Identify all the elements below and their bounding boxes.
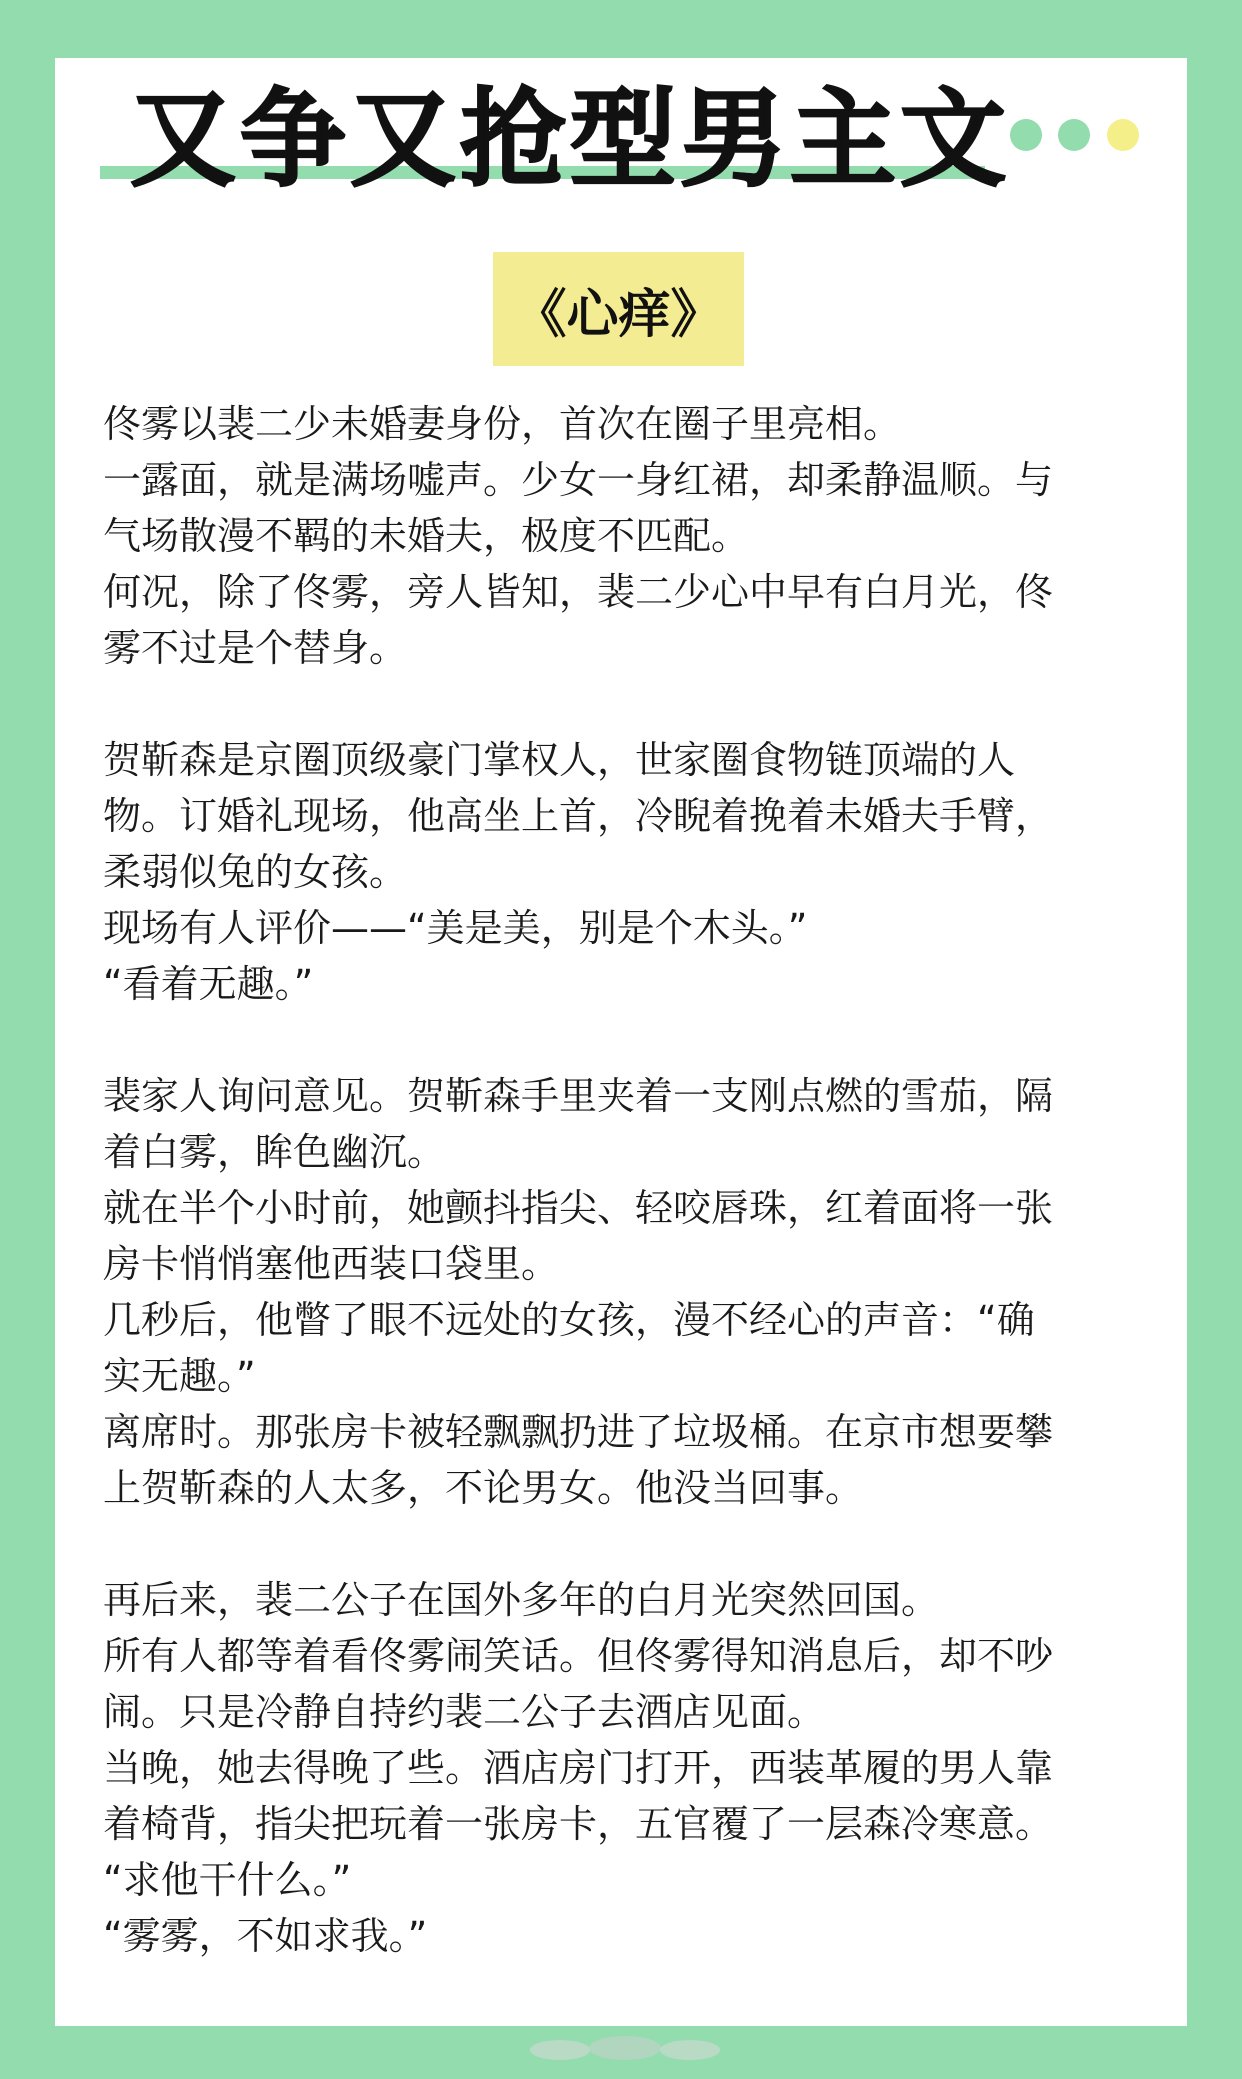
watermark-smudge [520,2028,730,2068]
paragraph [103,396,1138,676]
page-title: 又争又抢型男主文 [130,78,1010,201]
text-line: 物。订婚礼现场，他高坐上首，冷睨着挽着未婚夫手臂， [103,794,1054,838]
text-line: 房卡悄悄塞他西装口袋里。 [103,1242,560,1286]
paragraph [103,1572,1138,1964]
text-line: “求他干什么。” [103,1858,352,1902]
text-line: 雾不过是个替身。 [103,626,408,670]
text-line: “看着无趣。” [103,962,314,1006]
decorative-dot-green [1058,119,1090,151]
paragraph [103,732,1138,1012]
text-line: 柔弱似兔的女孩。 [103,850,408,894]
text-line: 当晚，她去得晚了些。酒店房门打开，西装革履的男人靠 [103,1746,1054,1790]
text-line: 闹。只是冷静自持约裴二公子去酒店见面。 [103,1690,826,1734]
text-line: 何况，除了佟雾，旁人皆知，裴二少心中早有白月光，佟 [103,570,1054,614]
text-line: 气场散漫不羁的未婚夫，极度不匹配。 [103,514,750,558]
text-line: 实无趣。” [103,1354,256,1398]
text-line: “雾雾，不如求我。” [103,1914,428,1958]
text-line: 离席时。那张房卡被轻飘飘扔进了垃圾桶。在京市想要攀 [103,1410,1054,1454]
text-line: 就在半个小时前，她颤抖指尖、轻咬唇珠，红着面将一张 [103,1186,1054,1230]
synopsis [103,396,1138,1964]
text-line: 几秒后，他瞥了眼不远处的女孩，漫不经心的声音：“确 [103,1298,1035,1342]
paragraph [103,1068,1138,1516]
text-line: 贺靳森是京圈顶级豪门掌权人，世家圈食物链顶端的人 [103,738,1016,782]
text-line: 一露面，就是满场嘘声。少女一身红裙，却柔静温顺。与 [103,458,1054,502]
text-line: 佟雾以裴二少未婚妻身份，首次在圈子里亮相。 [103,402,902,446]
text-line: 着白雾，眸色幽沉。 [103,1130,446,1174]
text-line: 裴家人询问意见。贺靳森手里夹着一支刚点燃的雪茄，隔 [103,1074,1054,1118]
text-line: 再后来，裴二公子在国外多年的白月光突然回国。 [103,1578,940,1622]
text-line: 现场有人评价——“美是美，别是个木头。” [103,906,808,950]
decorative-dot-yellow [1107,119,1139,151]
text-line: 所有人都等着看佟雾闹笑话。但佟雾得知消息后，却不吵 [103,1634,1054,1678]
text-line: 上贺靳森的人太多，不论男女。他没当回事。 [103,1466,864,1510]
decorative-dot-green [1010,119,1042,151]
book-title: 《心痒》 [493,252,744,366]
text-line: 着椅背，指尖把玩着一张房卡，五官覆了一层森冷寒意。 [103,1802,1054,1846]
